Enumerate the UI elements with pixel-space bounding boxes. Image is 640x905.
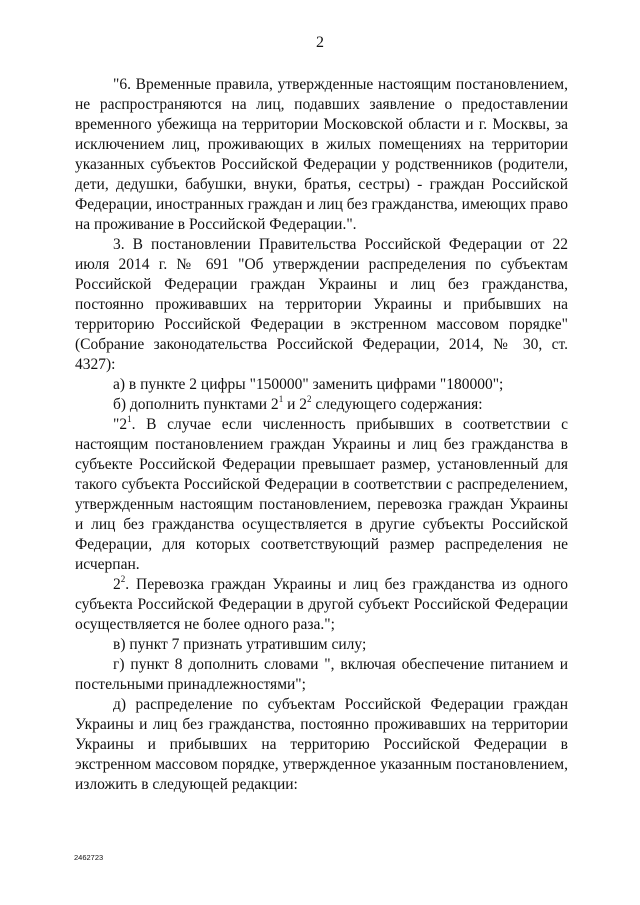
paragraph-subitem-v: в) пункт 7 признать утратившим силу;	[113, 636, 367, 653]
paragraph-clause-2-2	[75, 575, 568, 635]
paragraph-clause-2-1	[75, 415, 568, 575]
clause-2-1-number: "2	[113, 416, 128, 433]
document-code: 2462723	[74, 853, 104, 862]
subitem-b-text-3: следующего содержания:	[311, 396, 483, 413]
paragraph-subitem-g: г) пункт 8 дополнить словами ", включая обеспечение питанием и постельными принадлежностями";	[75, 656, 568, 693]
page-number: 2	[316, 34, 324, 51]
subitem-b-text-2: и 2	[283, 396, 307, 413]
clause-2-2-superscript: 2	[120, 573, 126, 584]
paragraph-item-3: 3. В постановлении Правительства Российской Федерации от 22 июля 2014 г. № 691 "Об утверждении распределения по субъектам Российской Федерации граждан Украины и лиц без гражданства, постоянно проживавших на территории Украины и прибывших на территорию Российской Федерации в экстренном массовом порядке" (Собрание законодательства Российской Федерации, 2014, № 30, ст. 4327):	[75, 236, 568, 373]
superscript-1: 1	[278, 393, 284, 404]
paragraph-subitem-a: а) в пункте 2 цифры "150000" заменить цифрами "180000";	[113, 376, 504, 393]
superscript-2: 2	[306, 393, 312, 404]
paragraph-subitem-b	[75, 395, 568, 415]
paragraph-subitem-d: д) распределение по субъектам Российской Федерации граждан Украины и лиц без гражданства, постоянно проживавших на территории Украины и прибывших на территорию Российской Федерации в экстренном массовом порядке, утвержденное указанным постановлением, изложить в следующей редакции:	[75, 696, 568, 793]
clause-2-2-text: . Перевозка граждан Украины и лиц без гражданства из одного субъекта Российской Федерации в другой субъект Российской Федерации осуществляется не более одного раза.";	[75, 576, 568, 633]
subitem-b-text-1: б) дополнить пунктами 2	[113, 396, 279, 413]
clause-2-2-number: 2	[113, 576, 121, 593]
clause-2-1-text: . В случае если численность прибывших в соответствии с настоящим постановлением граждан Украины и лиц без гражданства в субъекте Российской Федерации превышает размер, установленный для такого субъекта Российской Федерации в соответствии с распределением, утвержденным настоящим постановлением, перевозка граждан Украины и лиц без гражданства осуществляется в другие субъекты Российской Федерации, для которых соответствующий размер распределения не исчерпан.	[75, 416, 568, 573]
document-body	[75, 75, 568, 795]
clause-2-1-superscript: 1	[127, 413, 132, 424]
paragraph-rules-clause-6: "6. Временные правила, утвержденные настоящим постановлением, не распространяются на лиц, подавших заявление о предоставлении временного убежища на территории Московской области и г. Москвы, за исключением лиц, проживающих в жилых помещениях на территории указанных субъектов Российской Федерации у родственников (родители, дети, дедушки, бабушки, внуки, братья, сестры) - граждан Российской Федерации, иностранных граждан и лиц без гражданства, имеющих право на проживание в Российской Федерации.".	[75, 76, 568, 233]
